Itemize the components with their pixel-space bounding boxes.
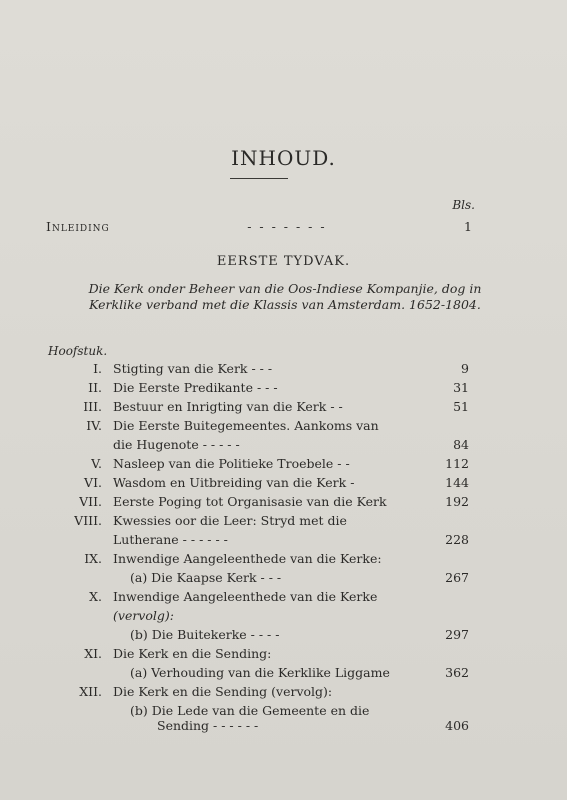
page-column-label: Bls. [452,198,475,212]
chapter-number: IX. [84,551,102,566]
toc-row [0,588,567,606]
chapter-title: (b) Die Buitekerke - - - - [130,627,280,642]
chapter-page: 362 [445,665,469,680]
intro-label: Inleiding [46,219,110,234]
chapter-number: XII. [79,684,102,699]
chapter-title: (a) Verhouding van die Kerklike Liggame [130,665,390,680]
chapter-page: 51 [453,399,469,414]
chapter-title: Die Kerk en die Sending: [113,646,272,661]
chapter-title: (vervolg): [113,608,174,623]
chapter-number: V. [91,456,102,471]
chapter-title: die Hugenote - - - - - [113,437,240,452]
heading-rule [230,178,288,179]
chapter-page: 192 [445,494,469,509]
chapter-title: Die Eerste Predikante - - - [113,380,278,395]
chapter-number: VIII. [74,513,102,528]
chapter-title: (b) Die Lede van die Gemeente en die [130,703,370,718]
toc-row [0,455,567,473]
toc-row [0,550,567,568]
chapter-number: X. [89,589,102,604]
chapter-page: 406 [445,718,469,733]
chapter-number: XI. [84,646,102,661]
chapter-title: Sending - - - - - - [157,718,259,733]
chapter-number: II. [88,380,102,395]
chapter-number: VII. [79,494,102,509]
toc-row [0,717,567,735]
chapter-number: IV. [86,418,102,433]
chapter-page: 228 [445,532,469,547]
toc-row [0,379,567,397]
intro-leader: - - - - - - - [247,219,327,234]
chapter-page: 84 [453,437,469,452]
chapter-page: 267 [445,570,469,585]
page-heading: INHOUD. [231,146,336,170]
chapter-number: III. [83,399,102,414]
chapter-title: Inwendige Aangeleenthede van die Kerke: [113,551,382,566]
chapter-title: Wasdom en Uitbreiding van die Kerk - [113,475,355,490]
chapter-title: Lutherane - - - - - - [113,532,228,547]
chapter-page: 144 [445,475,469,490]
toc-row [0,493,567,511]
chapter-number: I. [93,361,102,376]
toc-row [0,512,567,530]
chapter-title: Stigting van die Kerk - - - [113,361,273,376]
chapter-title: (a) Die Kaapse Kerk - - - [130,570,282,585]
toc-row [0,417,567,435]
toc-row [0,569,567,587]
toc-row [0,360,567,378]
era-description: Die Kerk onder Beheer van die Oos-Indiese Kompanjie, dog in Kerklike verband met die Klassis van Amsterdam. 1652-1804. [88,281,482,312]
toc-row [0,436,567,454]
chapter-title: Nasleep van die Politieke Troebele - - [113,456,350,471]
toc-row [0,607,567,625]
chapter-title: Inwendige Aangeleenthede van die Kerke [113,589,378,604]
chapter-title: Bestuur en Inrigting van die Kerk - - [113,399,343,414]
toc-row [0,626,567,644]
chapter-page: 9 [461,361,469,376]
toc-row [0,683,567,701]
chapter-page: 31 [453,380,469,395]
toc-row [0,664,567,682]
chapter-title: Eerste Poging tot Organisasie van die Kerk [113,494,387,509]
chapter-page: 297 [445,627,469,642]
intro-page: 1 [464,219,472,234]
toc-row [0,645,567,663]
chapter-title: Kwessies oor die Leer: Stryd met die [113,513,347,528]
toc-row [0,531,567,549]
chapter-number: VI. [84,475,102,490]
chapter-title: Die Eerste Buitegemeentes. Aankoms van [113,418,379,433]
chapter-column-label: Hoofstuk. [48,344,108,358]
era-title: EERSTE TYDVAK. [216,254,351,269]
toc-row [0,398,567,416]
chapter-title: Die Kerk en die Sending (vervolg): [113,684,333,699]
toc-row [0,474,567,492]
chapter-page: 112 [445,456,469,471]
toc-intro-row [46,219,472,234]
